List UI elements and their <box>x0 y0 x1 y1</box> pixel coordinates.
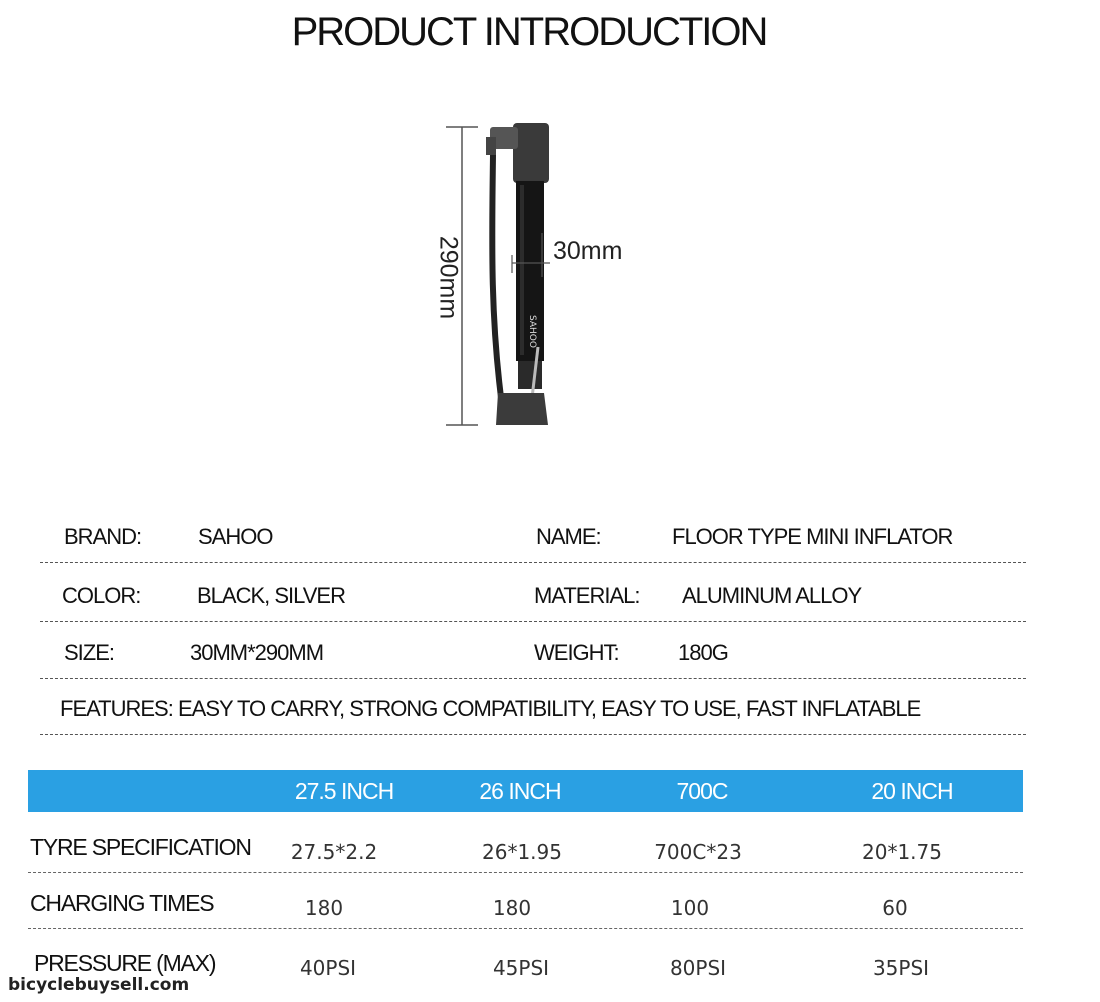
watermark-text: bicyclebuysell.com <box>8 975 190 995</box>
brand-value: SAHOO <box>198 524 273 549</box>
color-value: BLACK, SILVER <box>197 583 345 608</box>
material-value: ALUMINUM ALLOY <box>682 583 862 608</box>
features-label: FEATURES: <box>60 696 173 721</box>
table-cell: 100 <box>670 896 710 920</box>
row-label: PRESSURE (MAX) <box>34 950 216 976</box>
features-value: EASY TO CARRY, STRONG COMPATIBILITY, EASY TO USE, FAST INFLATABLE <box>178 696 921 721</box>
name-value: FLOOR TYPE MINI INFLATOR <box>672 524 953 549</box>
table-cell: 45PSI <box>492 956 550 980</box>
table-cell: 26*1.95 <box>482 840 562 864</box>
size-value: 30MM*290MM <box>190 640 324 665</box>
table-cell: 35PSI <box>872 956 930 980</box>
column-header: 20 INCH <box>871 778 953 804</box>
spec-row-size-weight <box>40 620 1026 679</box>
brand-label: BRAND: <box>64 524 142 549</box>
table-cell: 80PSI <box>669 956 727 980</box>
material-label: MATERIAL: <box>534 583 640 608</box>
table-row <box>0 876 1100 934</box>
length-dimension-label: 290mm <box>434 235 463 320</box>
row-label: TYRE SPECIFICATION <box>30 834 251 860</box>
weight-value: 180G <box>678 640 728 665</box>
table-cell: 40PSI <box>299 956 357 980</box>
size-label: SIZE: <box>64 640 115 665</box>
spec-row-brand-name <box>40 504 1026 563</box>
page-title: PRODUCT INTRODUCTION <box>291 10 767 54</box>
row-label: CHARGING TIMES <box>30 890 214 916</box>
svg-text:SAHOO: SAHOO <box>527 315 537 348</box>
diameter-dimension-label: 30mm <box>553 237 623 265</box>
color-label: COLOR: <box>62 583 141 608</box>
table-cell: 27.5*2.2 <box>290 840 378 864</box>
weight-label: WEIGHT: <box>534 640 619 665</box>
table-cell: 60 <box>882 896 908 920</box>
name-label: NAME: <box>536 524 601 549</box>
table-cell: 700C*23 <box>654 840 742 864</box>
table-header-bar <box>28 770 1023 812</box>
row-divider <box>28 872 1023 873</box>
table-cell: 180 <box>304 896 344 920</box>
table-cell: 20*1.75 <box>862 840 942 864</box>
column-header: 27.5 INCH <box>294 778 394 804</box>
spec-row-color-material <box>40 563 1026 622</box>
table-cell: 180 <box>492 896 532 920</box>
column-header: 700C <box>676 778 728 804</box>
row-divider <box>28 928 1023 929</box>
table-row <box>0 820 1100 878</box>
spec-row-features <box>40 676 1026 735</box>
column-header: 26 INCH <box>479 778 561 804</box>
